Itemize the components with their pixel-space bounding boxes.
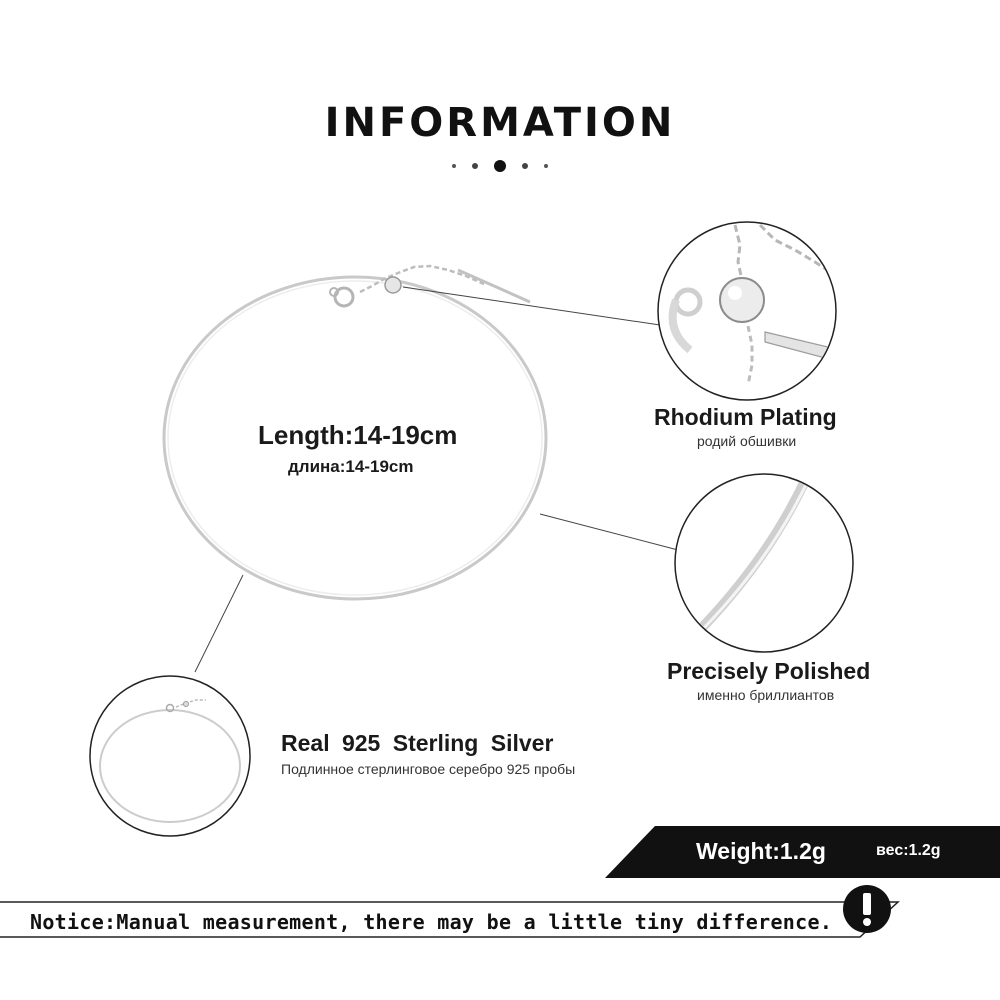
slider-bead — [385, 277, 401, 293]
detail-circle-rhodium — [658, 222, 840, 400]
leader-line-silver — [195, 575, 243, 672]
precisely-polished-subtitle: именно бриллиантов — [697, 687, 835, 703]
weight-label: Weight:1.2g — [696, 838, 826, 864]
rhodium-plating-subtitle: родий обшивки — [697, 433, 797, 449]
page-title: INFORMATION — [324, 100, 676, 146]
detail-circle-silver — [90, 676, 250, 836]
detail-circle-polished — [675, 470, 853, 652]
rhodium-plating-title: Rhodium Plating — [654, 404, 837, 430]
length-label-ru: длина:14-19cm — [288, 457, 414, 476]
sterling-silver-subtitle: Подлинное стерлинговое серебро 925 пробы — [281, 761, 576, 777]
weight-label-ru: вес:1.2g — [876, 842, 941, 859]
length-label: Length:14-19cm — [258, 420, 458, 450]
exclamation-icon — [842, 884, 892, 934]
leader-line-polished — [540, 514, 678, 550]
notice-text: Notice:Manual measurement, there may be a little tiny difference. — [30, 910, 833, 934]
sterling-silver-title: Real 925 Sterling Silver — [281, 730, 554, 756]
precisely-polished-title: Precisely Polished — [667, 658, 871, 684]
leader-line-rhodium — [403, 287, 660, 325]
